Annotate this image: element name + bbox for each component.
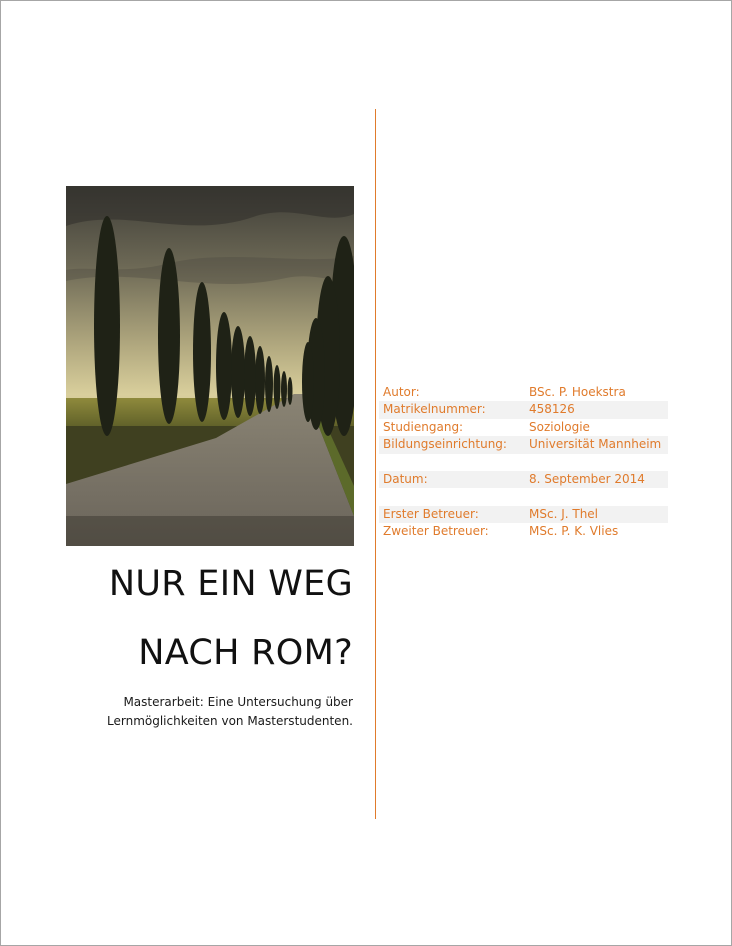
details-row-bildung: [379, 436, 668, 453]
studiengang-label: Studiengang:: [383, 419, 464, 434]
details-row-datum: [379, 471, 668, 488]
details-row-betreuer-2: [379, 523, 668, 540]
details-row-spacer-1: [379, 454, 668, 471]
details-row-studiengang: [379, 419, 668, 436]
details-table: [379, 384, 668, 541]
matrikel-value: 458126: [529, 402, 575, 417]
author-label: Autor:: [383, 385, 420, 399]
betreuer1-value: MSc. J. Thel: [529, 506, 599, 521]
subtitle-line-2: Lernmöglichkeiten von Masterstudenten.: [107, 714, 353, 728]
betreuer2-label: Zweiter Betreuer:: [383, 524, 489, 539]
title-line-1: NUR EIN WEG: [108, 564, 353, 604]
bildung-label: Bildungseinrichtung:: [383, 437, 507, 452]
datum-label: Datum:: [383, 471, 428, 486]
details-row-author: [379, 384, 668, 401]
bildung-value: Universität Mannheim: [529, 437, 662, 452]
betreuer2-value: MSc. P. K. Vlies: [529, 524, 619, 539]
details-row-matrikel: [379, 401, 668, 418]
datum-value: 8. September 2014: [529, 471, 645, 486]
author-value: BSc. P. Hoekstra: [529, 385, 626, 399]
vertical-divider: [375, 109, 376, 819]
matrikel-label: Matrikelnummer:: [383, 402, 486, 417]
details-row-spacer-2: [379, 488, 668, 505]
subtitle-line-1: Masterarbeit: Eine Untersuchung über: [123, 695, 353, 709]
betreuer1-label: Erster Betreuer:: [383, 506, 479, 521]
cover-image: [66, 186, 354, 546]
studiengang-value: Soziologie: [529, 419, 590, 434]
subtitle: [53, 693, 353, 731]
title-line-2: NACH ROM?: [138, 633, 353, 673]
details-row-betreuer-1: [379, 506, 668, 523]
